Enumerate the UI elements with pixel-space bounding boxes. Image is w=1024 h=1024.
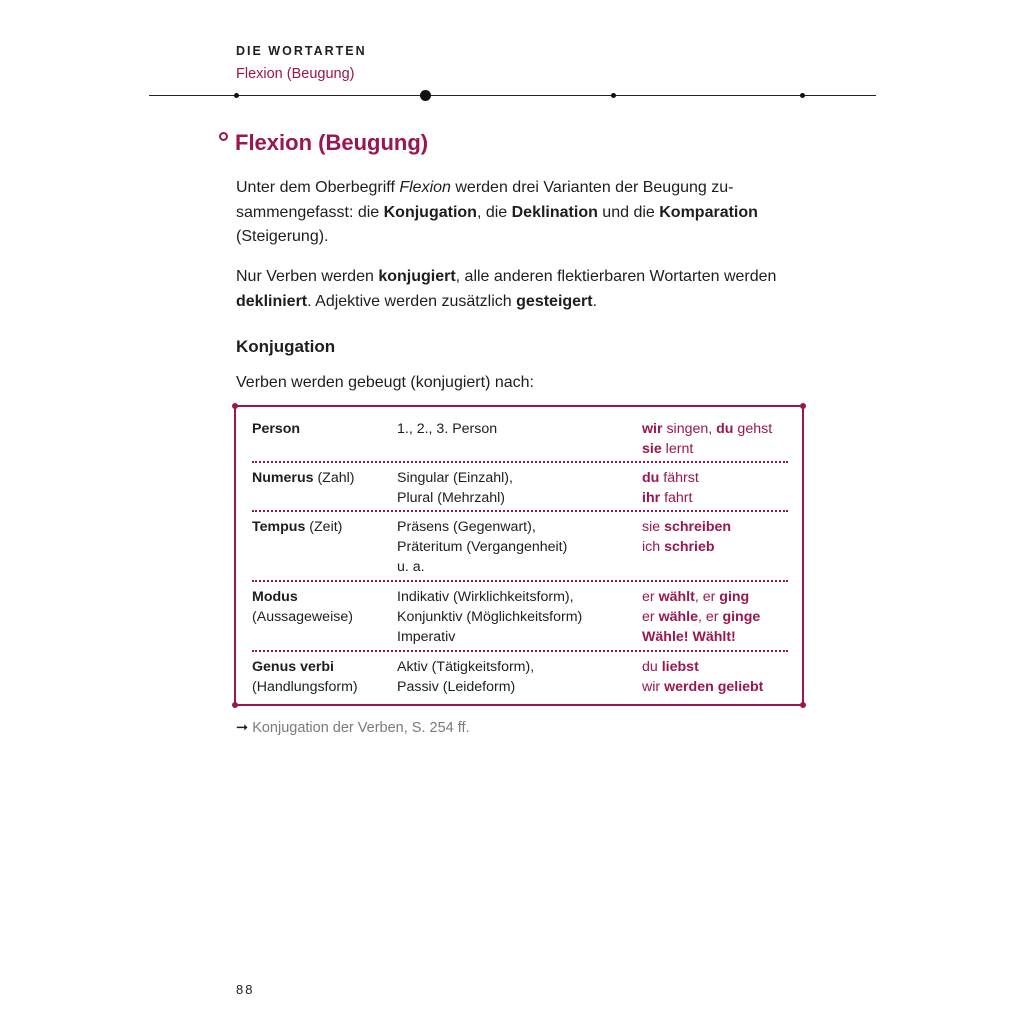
intro-paragraph-2: Nur Verben werden konjugiert, alle anderen flektierbaren Wortarten werden dekliniert. Adjektive werden zusätzlich gesteigert. — [236, 268, 777, 310]
description-cell: Aktiv (Tätigkeitsform), Passiv (Leideform) — [397, 659, 535, 695]
description-cell: 1., 2., 3. Person — [397, 421, 498, 437]
description-cell: Indikativ (Wirklichkeitsform), Konjunktiv (Möglichkeitsform) Imperativ — [397, 589, 583, 645]
timeline-dot — [234, 93, 239, 98]
subsection-heading-konjugation: Konjugation — [236, 337, 336, 356]
running-header-subsection: Flexion (Beugung) — [236, 66, 355, 82]
heading-bullet-icon — [219, 132, 228, 141]
cross-reference-text: Konjugation der Verben, S. 254 ff. — [252, 720, 470, 736]
table-corner-dot — [800, 702, 806, 708]
example-cell: du liebst wir werden geliebt — [642, 659, 764, 695]
page-title: Flexion (Beugung) — [235, 130, 429, 155]
page-number: 88 — [236, 982, 255, 997]
intro-paragraph-1: Unter dem Oberbegriff Flexion werden drei Varianten der Beugung zu- sammengefasst: die Konjugation, die Deklination und die Komparation (Steigerung). — [236, 179, 758, 245]
timeline-dot — [800, 93, 805, 98]
header-timeline-rule — [149, 95, 876, 96]
example-cell: er wählt, er ging er wähle, er ginge Wähle! Wählt! — [642, 589, 761, 645]
term-cell: Person — [252, 421, 301, 437]
running-header-section: DIE WORTARTEN — [236, 44, 367, 58]
example-cell: wir singen, du gehst sie lernt — [642, 421, 773, 457]
term-cell: Genus verbi (Handlungsform) — [252, 659, 358, 695]
term-cell: Tempus (Zeit) — [252, 519, 343, 535]
arrow-right-icon: ➞ — [236, 720, 249, 736]
description-cell: Singular (Einzahl), Plural (Mehrzahl) — [397, 470, 513, 506]
example-cell: sie schreiben ich schrieb — [642, 519, 732, 555]
term-cell: Modus (Aussageweise) — [252, 589, 353, 625]
timeline-dot — [611, 93, 616, 98]
table-corner-dot — [800, 403, 806, 409]
timeline-dot-current — [420, 90, 431, 101]
example-cell: du fährst ihr fahrt — [642, 470, 699, 506]
konjugation-table — [234, 405, 804, 706]
term-cell: Numerus (Zahl) — [252, 470, 355, 486]
row-separator — [252, 461, 788, 463]
konjugation-lead-text: Verben werden gebeugt (konjugiert) nach: — [236, 374, 534, 391]
description-cell: Präsens (Gegenwart), Präteritum (Vergangenheit) u. a. — [397, 519, 568, 575]
row-separator — [252, 650, 788, 652]
table-corner-dot — [232, 702, 238, 708]
table-corner-dot — [232, 403, 238, 409]
row-separator — [252, 510, 788, 512]
cross-reference[interactable] — [236, 720, 470, 736]
row-separator — [252, 580, 788, 582]
